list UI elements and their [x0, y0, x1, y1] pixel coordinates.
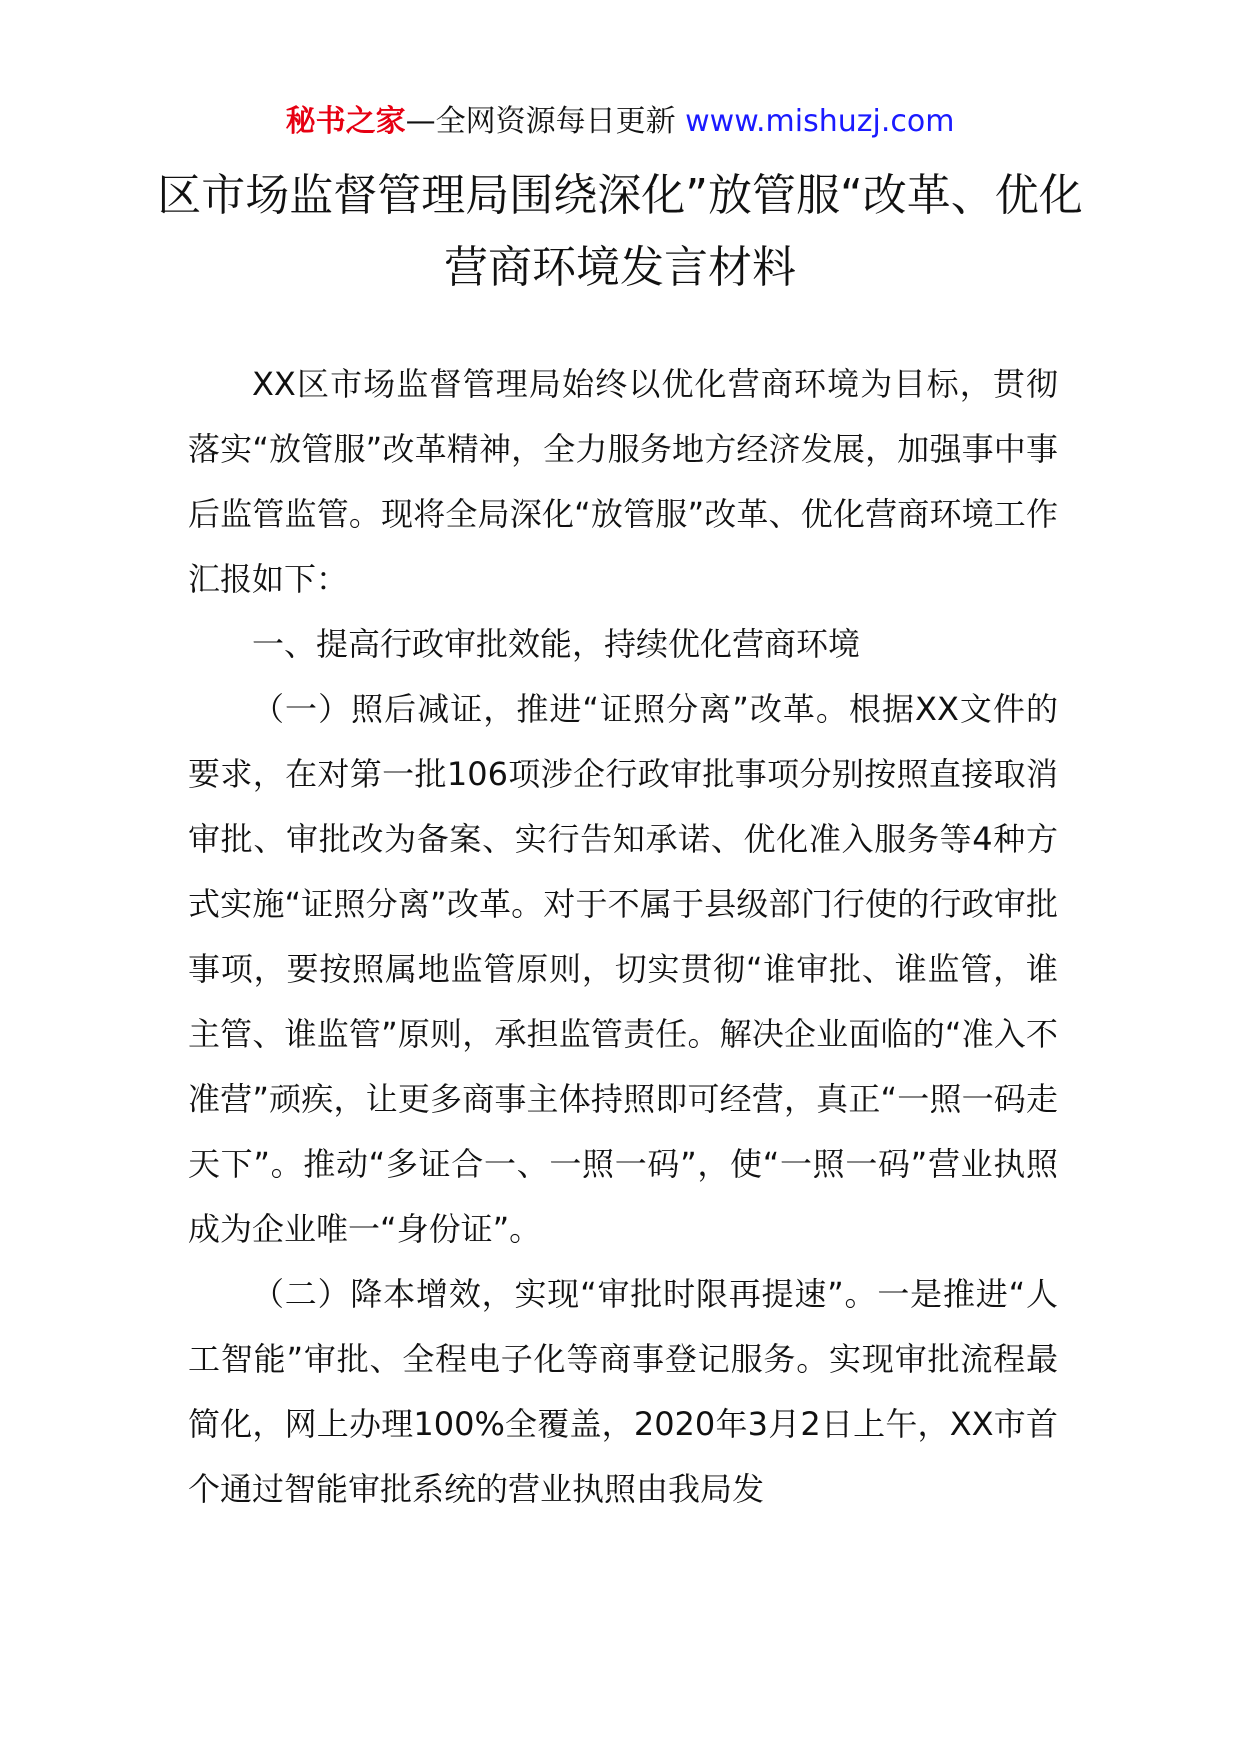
document-title: 区市场监督管理局围绕深化”放管服“改革、优化营商环境发言材料 [157, 170, 1083, 293]
site-header [0, 102, 1240, 142]
subsection-paragraph-2: （二）降本增效，实现“审批时限再提速”。一是推进“人工智能”审批、全程电子化等商事登记服务。实现审批流程最简化，网上办理100%全覆盖，2020年3月2日上午，XX市首个通过智能审批系统的营业执照由我局发 [188, 1275, 1058, 1508]
site-url-link[interactable]: www.mishuzj.com [685, 104, 955, 139]
document-body [188, 352, 1058, 1522]
header-slogan: —全网资源每日更新 [405, 104, 676, 139]
section-heading-1: 一、提高行政审批效能，持续优化营商环境 [252, 625, 861, 663]
subsection-paragraph-1: （一）照后减证，推进“证照分离”改革。根据XX文件的要求，在对第一批106项涉企行政审批事项分别按照直接取消审批、审批改为备案、实行告知承诺、优化准入服务等4种方式实施“证照分离”改革。对于不属于县级部门行使的行政审批事项，要按照属地监管原则，切实贯彻“谁审批、谁监管，谁主管、谁监管”原则，承担监管责任。解决企业面临的“准入不准营”顽疾，让更多商事主体持照即可经营，真正“一照一码走天下”。推动“多证合一、一照一码”，使“一照一码”营业执照成为企业唯一“身份证”。 [188, 690, 1058, 1248]
brand-name: 秘书之家 [285, 104, 406, 139]
intro-paragraph: XX区市场监督管理局始终以优化营商环境为目标，贯彻落实“放管服”改革精神，全力服务地方经济发展，加强事中事后监管监管。现将全局深化“放管服”改革、优化营商环境工作汇报如下： [188, 365, 1058, 598]
